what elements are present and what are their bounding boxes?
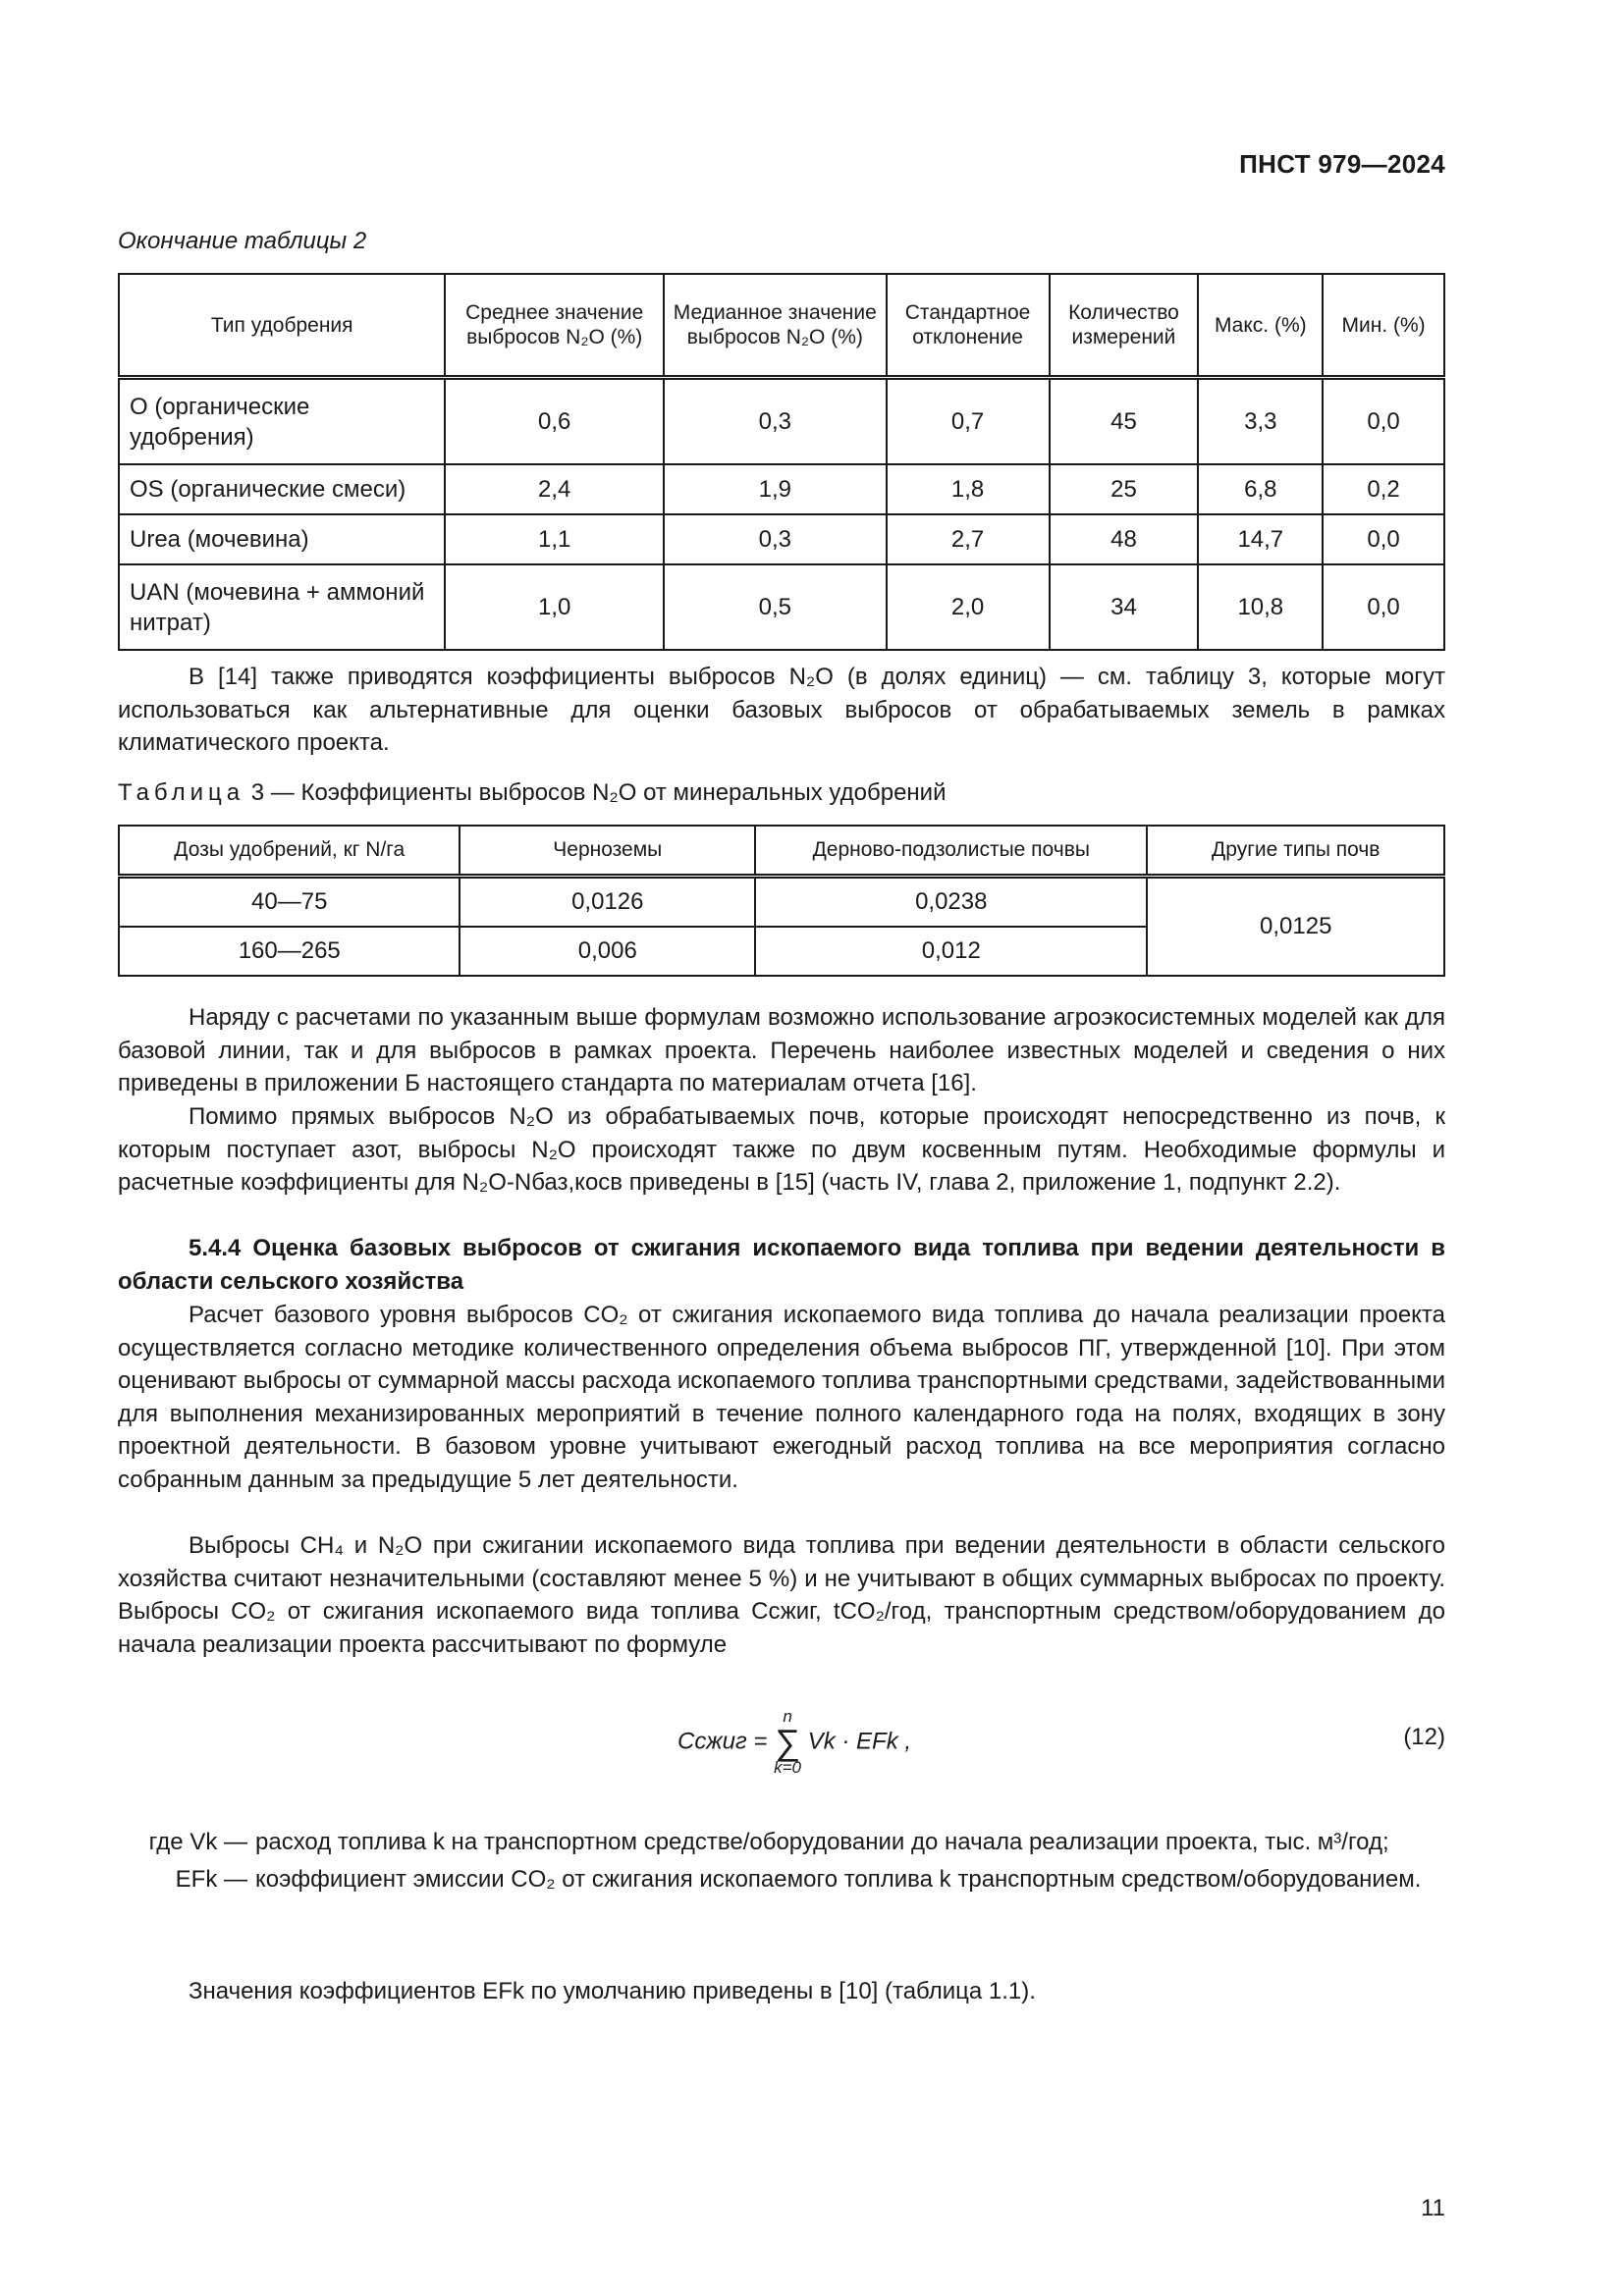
- table-cell: 2,7: [887, 514, 1050, 564]
- table3-caption: [118, 779, 947, 807]
- table-cell: 48: [1050, 514, 1199, 564]
- table-cell: 0,006: [460, 927, 755, 976]
- table-cell: 0,7: [887, 378, 1050, 465]
- table2-col-type: Тип удобрения: [119, 274, 445, 378]
- table3-caption-text: 3 — Коэффициенты выбросов N₂O от минеральных удобрений: [250, 779, 947, 806]
- sum-operator: [774, 1706, 801, 1779]
- table-cell: 1,1: [445, 514, 664, 564]
- table-cell: 0,0238: [755, 877, 1147, 928]
- table2-col-mean: Среднее значение выбросов N₂O (%): [445, 274, 664, 378]
- sum-lower: k=0: [774, 1758, 802, 1777]
- formula-lhs: Cсжиг =: [677, 1728, 768, 1755]
- table-cell: 45: [1050, 378, 1199, 465]
- table-cell-merged: 0,0125: [1147, 877, 1444, 977]
- paragraph-indirect: Помимо прямых выбросов N₂O из обрабатываемых почв, которые происходят непосредственно из почв, к которым поступает азот, выбросы N₂O происходят также по двум косвенным путям. Необходимые формулы и расчетные коэффициенты для N₂O-Nбаз,косв приведены в [15] (часть IV, глава 2, приложение 1, подпункт 2.2).: [118, 1103, 1445, 1196]
- table2-col-max: Макс. (%): [1198, 274, 1323, 378]
- paragraph-table3-intro: В [14] также приводятся коэффициенты выбросов N₂O (в долях единиц) — см. таблицу 3, которые могут использоваться как альтернативные для оценки базовых выбросов от обрабатываемых земель в рамках климатического проекта.: [118, 664, 1445, 756]
- table-cell: 40—75: [119, 877, 460, 928]
- where-label: EFk —: [175, 1865, 247, 1893]
- formula-rhs: Vk · EFk ,: [807, 1728, 912, 1755]
- table-cell: 0,012: [755, 927, 1147, 976]
- table-cell: 0,5: [664, 564, 887, 650]
- table-row: [119, 464, 1444, 514]
- table2-caption: Окончание таблицы 2: [118, 228, 367, 254]
- sigma-symbol: ∑: [775, 1722, 800, 1762]
- table3-caption-label: Таблица: [118, 779, 245, 806]
- table-row: [119, 378, 1444, 465]
- table-cell: 2,4: [445, 464, 664, 514]
- table-cell: 3,3: [1198, 378, 1323, 465]
- formula: [677, 1706, 911, 1779]
- table-cell: 2,0: [887, 564, 1050, 650]
- table-cell: 0,2: [1323, 464, 1444, 514]
- table-cell: UAN (мочевина + аммоний нитрат): [119, 564, 445, 650]
- table2-col-std: Стандартное отклонение: [887, 274, 1050, 378]
- table-cell: 0,0: [1323, 378, 1444, 465]
- sum-upper: n: [783, 1707, 792, 1726]
- table3-col-chernozem: Черноземы: [460, 826, 755, 877]
- table3-header-row: [119, 826, 1444, 877]
- paragraph-ch4-n2o: Выбросы CH₄ и N₂O при сжигании ископаемого вида топлива при ведении деятельности в области сельского хозяйства считают незначительными (составляют менее 5 %) и не учитывают в общих суммарных выбросах по проекту. Выбросы CO₂ от сжигания ископаемого вида топлива Cсжиг, tCO₂/год, транспортным средством/оборудованием до начала реализации проекта рассчитывают по формуле: [118, 1532, 1445, 1658]
- table-cell: O (органические удобрения): [119, 378, 445, 465]
- table2-col-min: Мин. (%): [1323, 274, 1444, 378]
- table3-col-dose: Дозы удобрений, кг N/га: [119, 826, 460, 877]
- table2-header-row: [119, 274, 1444, 378]
- where-label: где Vk —: [148, 1829, 247, 1855]
- table2-col-median: Медианное значение выбросов N₂O (%): [664, 274, 887, 378]
- table-cell: 0,6: [445, 378, 664, 465]
- table3: [118, 825, 1445, 977]
- table-cell: 6,8: [1198, 464, 1323, 514]
- table-cell: Urea (мочевина): [119, 514, 445, 564]
- paragraph-models: Наряду с расчетами по указанным выше формулам возможно использование агроэкосистемных моделей как для базовой линии, так и для выбросов в рамках проекта. Перечень наиболее известных моделей и сведения о них приведены в приложении Б настоящего стандарта по материалам отчета [16].: [118, 1004, 1445, 1096]
- table-row: [119, 877, 1444, 928]
- table-row: [119, 514, 1444, 564]
- standard-code: ПНСТ 979—2024: [1239, 149, 1445, 179]
- table2-col-count: Количество измерений: [1050, 274, 1199, 378]
- paragraph-ef-defaults: Значения коэффициентов EFk по умолчанию приведены в [10] (таблица 1.1).: [189, 1978, 1036, 2004]
- table3-col-sod-podzolic: Дерново-подзолистые почвы: [755, 826, 1147, 877]
- table-row: [119, 564, 1444, 650]
- table-cell: 0,0126: [460, 877, 755, 928]
- table-cell: 1,0: [445, 564, 664, 650]
- table-cell: OS (органические смеси): [119, 464, 445, 514]
- section-heading: 5.4.4 Оценка базовых выбросов от сжигания ископаемого вида топлива при ведении деятельности в области сельского хозяйства: [118, 1235, 1445, 1295]
- where-item: [118, 1826, 1445, 1859]
- table2: [118, 273, 1445, 651]
- where-text: расход топлива k на транспортном средстве/оборудовании до начала реализации проекта, тыс. м³/год;: [255, 1829, 1389, 1855]
- table-cell: 0,0: [1323, 564, 1444, 650]
- paragraph-baseline: Расчет базового уровня выбросов CO₂ от сжигания ископаемого вида топлива до начала реализации проекта осуществляется согласно методике количественного определения объема выбросов ПГ, утвержденной [10]. При этом оценивают выбросы от суммарной массы расхода ископаемого топлива транспортными средствами, задействованными для выполнения механизированных мероприятий в течение полного календарного года на полях, входящих в зону проектной деятельности. В базовом уровне учитывают ежегодный расход топлива на все мероприятия согласно собранным данным за предыдущие 5 лет деятельности.: [118, 1302, 1445, 1493]
- where-item: [118, 1863, 1445, 1896]
- page-number: 11: [1421, 2195, 1445, 2221]
- table-cell: 1,8: [887, 464, 1050, 514]
- table-cell: 34: [1050, 564, 1199, 650]
- formula-number: (12): [1403, 1724, 1445, 1750]
- table-cell: 0,3: [664, 514, 887, 564]
- table-cell: 160—265: [119, 927, 460, 976]
- table-cell: 25: [1050, 464, 1199, 514]
- table-cell: 14,7: [1198, 514, 1323, 564]
- table-cell: 10,8: [1198, 564, 1323, 650]
- table-cell: 0,3: [664, 378, 887, 465]
- table-cell: 0,0: [1323, 514, 1444, 564]
- table-cell: 1,9: [664, 464, 887, 514]
- table3-col-other: Другие типы почв: [1147, 826, 1444, 877]
- where-list: [118, 1826, 1445, 1896]
- where-text: коэффициент эмиссии CO₂ от сжигания ископаемого топлива k транспортным средством/оборудованием.: [255, 1865, 1422, 1893]
